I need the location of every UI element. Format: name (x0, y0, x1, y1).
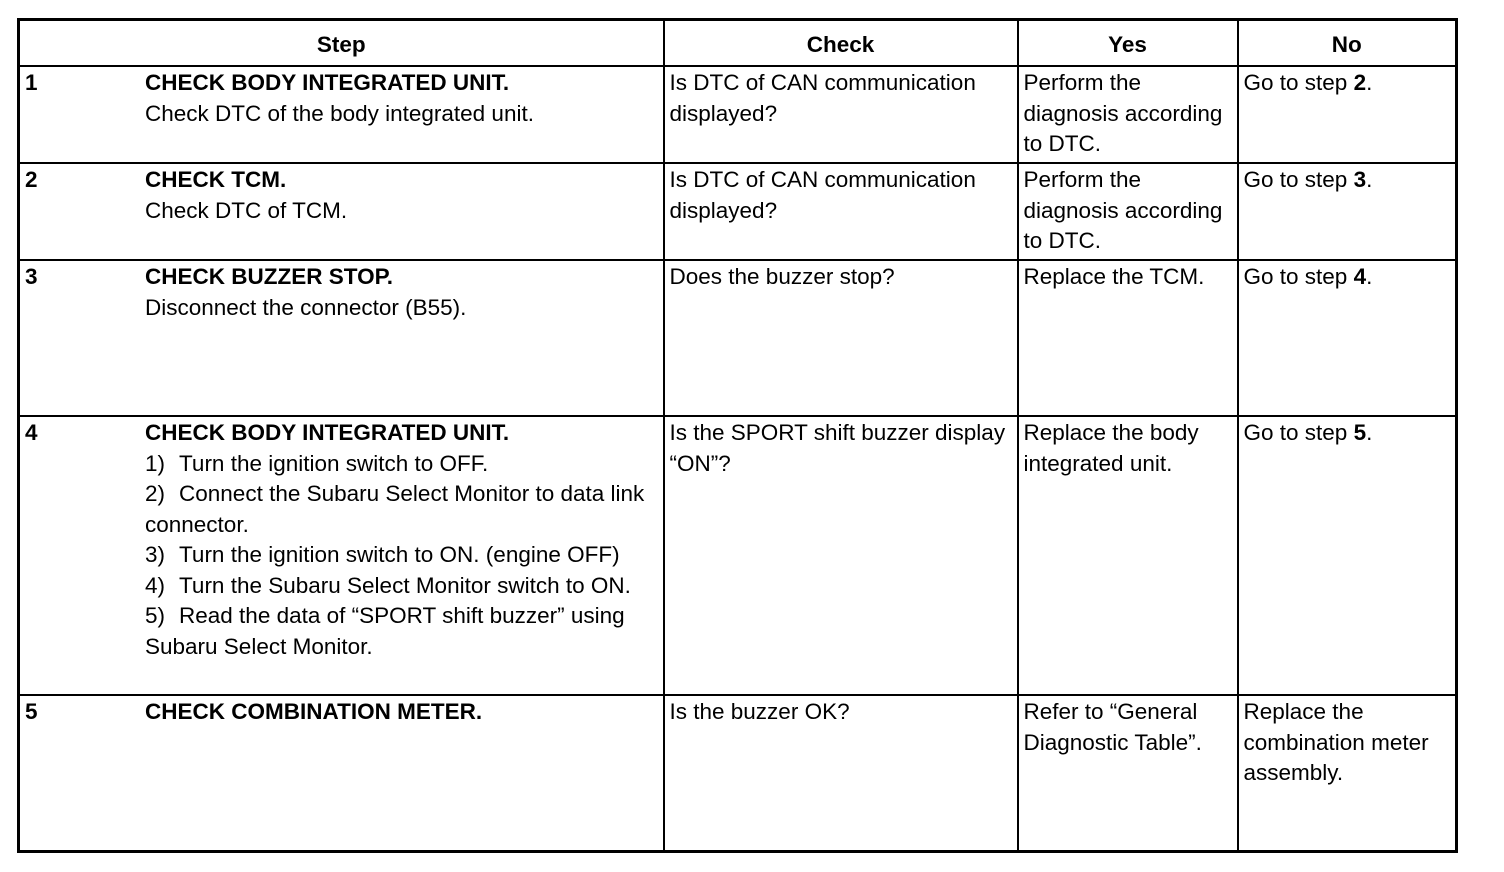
yes-cell: Replace the TCM. (1018, 260, 1238, 416)
substep (145, 449, 661, 480)
step-instruction: Disconnect the connector (B55). (145, 294, 467, 320)
no-suffix: . (1366, 167, 1373, 192)
no-cell (1238, 66, 1457, 163)
table-row (19, 416, 1457, 695)
goto-step-link[interactable]: 4 (1353, 264, 1367, 289)
step-title: CHECK BODY INTEGRATED UNIT. (145, 420, 510, 445)
substep (145, 601, 661, 662)
yes-cell: Refer to “General Diagnostic Table”. (1018, 695, 1238, 852)
header-yes: Yes (1018, 20, 1238, 67)
table-row (19, 695, 1457, 852)
no-cell (1238, 163, 1457, 260)
no-cell (1238, 416, 1457, 695)
no-text: Go to step (1243, 420, 1354, 445)
no-text: Go to step (1243, 264, 1354, 289)
substep (145, 571, 661, 602)
check-cell: Is the buzzer OK? (664, 695, 1018, 852)
substep-text: Turn the ignition switch to ON. (engine OFF) (179, 542, 620, 567)
table-row (19, 66, 1457, 163)
step-instruction: Check DTC of TCM. (145, 197, 348, 223)
goto-step-link[interactable]: 3 (1353, 167, 1367, 192)
no-suffix: . (1366, 70, 1373, 95)
step-number: 1 (25, 70, 38, 95)
no-cell (1238, 260, 1457, 416)
check-cell: Is the SPORT shift buzzer display “ON”? (664, 416, 1018, 695)
check-cell: Does the buzzer stop? (664, 260, 1018, 416)
substep-number: 3) (145, 542, 166, 567)
step-number: 3 (25, 264, 38, 289)
step-title: CHECK TCM. (145, 167, 287, 192)
step-number: 5 (25, 699, 38, 724)
goto-step-link[interactable]: 5 (1353, 420, 1367, 445)
yes-cell: Perform the diagnosis according to DTC. (1018, 66, 1238, 163)
header-no: No (1238, 20, 1457, 67)
table-header-row (19, 20, 1457, 67)
substep-number: 2) (145, 481, 166, 506)
substep-text: Turn the Subaru Select Monitor switch to ON. (179, 572, 631, 598)
step-cell (19, 66, 664, 163)
step-number: 2 (25, 167, 38, 192)
substep (145, 540, 661, 571)
check-cell: Is DTC of CAN communication displayed? (664, 66, 1018, 163)
no-suffix: . (1366, 420, 1373, 445)
step-cell (19, 695, 664, 852)
step-cell (19, 163, 664, 260)
no-text: Go to step (1243, 70, 1354, 95)
step-cell (19, 260, 664, 416)
header-step: Step (19, 20, 664, 67)
step-number: 4 (25, 420, 38, 445)
substep-number: 1) (145, 450, 166, 476)
substep-number: 4) (145, 572, 166, 598)
goto-step-link[interactable]: 2 (1353, 70, 1367, 95)
no-cell: Replace the combination meter assembly. (1238, 695, 1457, 852)
yes-cell: Replace the body integrated unit. (1018, 416, 1238, 695)
substep-text: Read the data of “SPORT shift buzzer” using Subaru Select Monitor. (145, 603, 625, 659)
table-row (19, 260, 1457, 416)
header-check: Check (664, 20, 1018, 67)
yes-cell: Perform the diagnosis according to DTC. (1018, 163, 1238, 260)
step-instruction: Check DTC of the body integrated unit. (145, 100, 534, 126)
step-title: CHECK BODY INTEGRATED UNIT. (145, 70, 510, 95)
step-title: CHECK BUZZER STOP. (145, 264, 393, 289)
no-text: Go to step (1243, 167, 1354, 192)
no-suffix: . (1366, 264, 1373, 289)
check-cell: Is DTC of CAN communication displayed? (664, 163, 1018, 260)
step-cell (19, 416, 664, 695)
substep-number: 5) (145, 603, 166, 628)
step-title: CHECK COMBINATION METER. (145, 699, 483, 724)
diagnostic-table (17, 18, 1458, 853)
table-row (19, 163, 1457, 260)
substep (145, 479, 661, 540)
substep-text: Connect the Subaru Select Monitor to data link connector. (145, 481, 645, 537)
substep-text: Turn the ignition switch to OFF. (179, 450, 489, 476)
